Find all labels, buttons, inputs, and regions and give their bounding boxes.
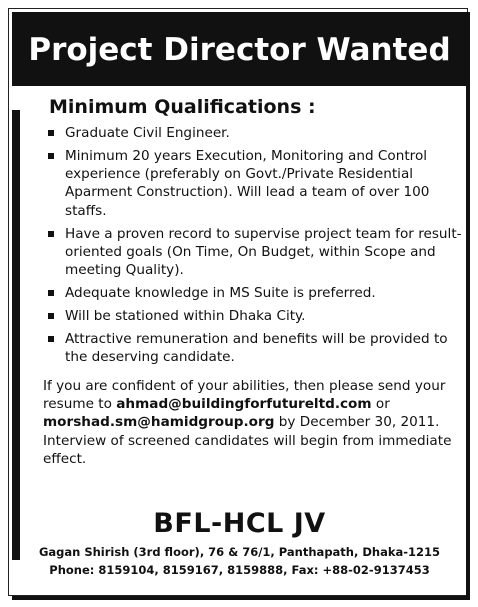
list-item-text: Adequate knowledge in MS Suite is preferred. — [65, 285, 376, 302]
company-phones: Phone: 8159104, 8159167, 8159888, Fax: +88-02-9137453 — [49, 563, 430, 577]
list-item — [43, 307, 463, 325]
square-bullet-icon — [48, 130, 54, 136]
frame-shadow-bottom — [12, 596, 470, 600]
main-content — [43, 96, 463, 469]
list-item — [43, 124, 463, 142]
list-item-text: Graduate Civil Engineer. — [65, 125, 230, 141]
company-name: BFL-HCL JV — [153, 508, 326, 539]
list-item — [43, 147, 463, 220]
list-item — [43, 284, 463, 302]
instructions-intro: If you are confident of your abilities, then please send your resume to — [43, 377, 446, 412]
square-bullet-icon — [48, 153, 54, 159]
list-item-text: Will be stationed within Dhaka City. — [65, 308, 306, 325]
left-accent-bar — [12, 110, 20, 560]
square-bullet-icon — [48, 290, 54, 296]
square-bullet-icon — [48, 336, 54, 342]
email-link-primary[interactable]: ahmad@buildingforfutureltd.com — [116, 395, 372, 412]
list-item — [43, 330, 463, 367]
instructions-or: or — [371, 395, 390, 412]
application-instructions — [43, 377, 463, 469]
company-address: Gagan Shirish (3rd floor), 76 & 76/1, Panthapath, Dhaka-1215 — [38, 545, 441, 559]
square-bullet-icon — [48, 313, 54, 319]
email-link-secondary[interactable]: morshad.sm@hamidgroup.org — [43, 414, 275, 431]
list-item — [43, 225, 463, 280]
list-item-text: Have a proven record to supervise project team for result-oriented goals (On Time, On Budget, within Scope and meeting Quality). — [65, 225, 462, 279]
header-banner — [12, 12, 467, 86]
qualifications-heading: Minimum Qualifications : — [49, 96, 316, 118]
list-item-text: Minimum 20 years Execution, Monitoring and Control experience (preferably on Govt./Private Residential Aparment Construction). Will lead a team of over 100 staffs. — [65, 147, 430, 219]
instructions-outro: by December 30, 2011. Interview of screened candidates will begin from immediate effect. — [43, 414, 452, 468]
square-bullet-icon — [48, 231, 54, 237]
list-item-text: Attractive remuneration and benefits will be provided to the deserving candidate. — [65, 330, 448, 366]
page-title: Project Director Wanted — [28, 32, 451, 68]
qualifications-list — [43, 124, 463, 367]
